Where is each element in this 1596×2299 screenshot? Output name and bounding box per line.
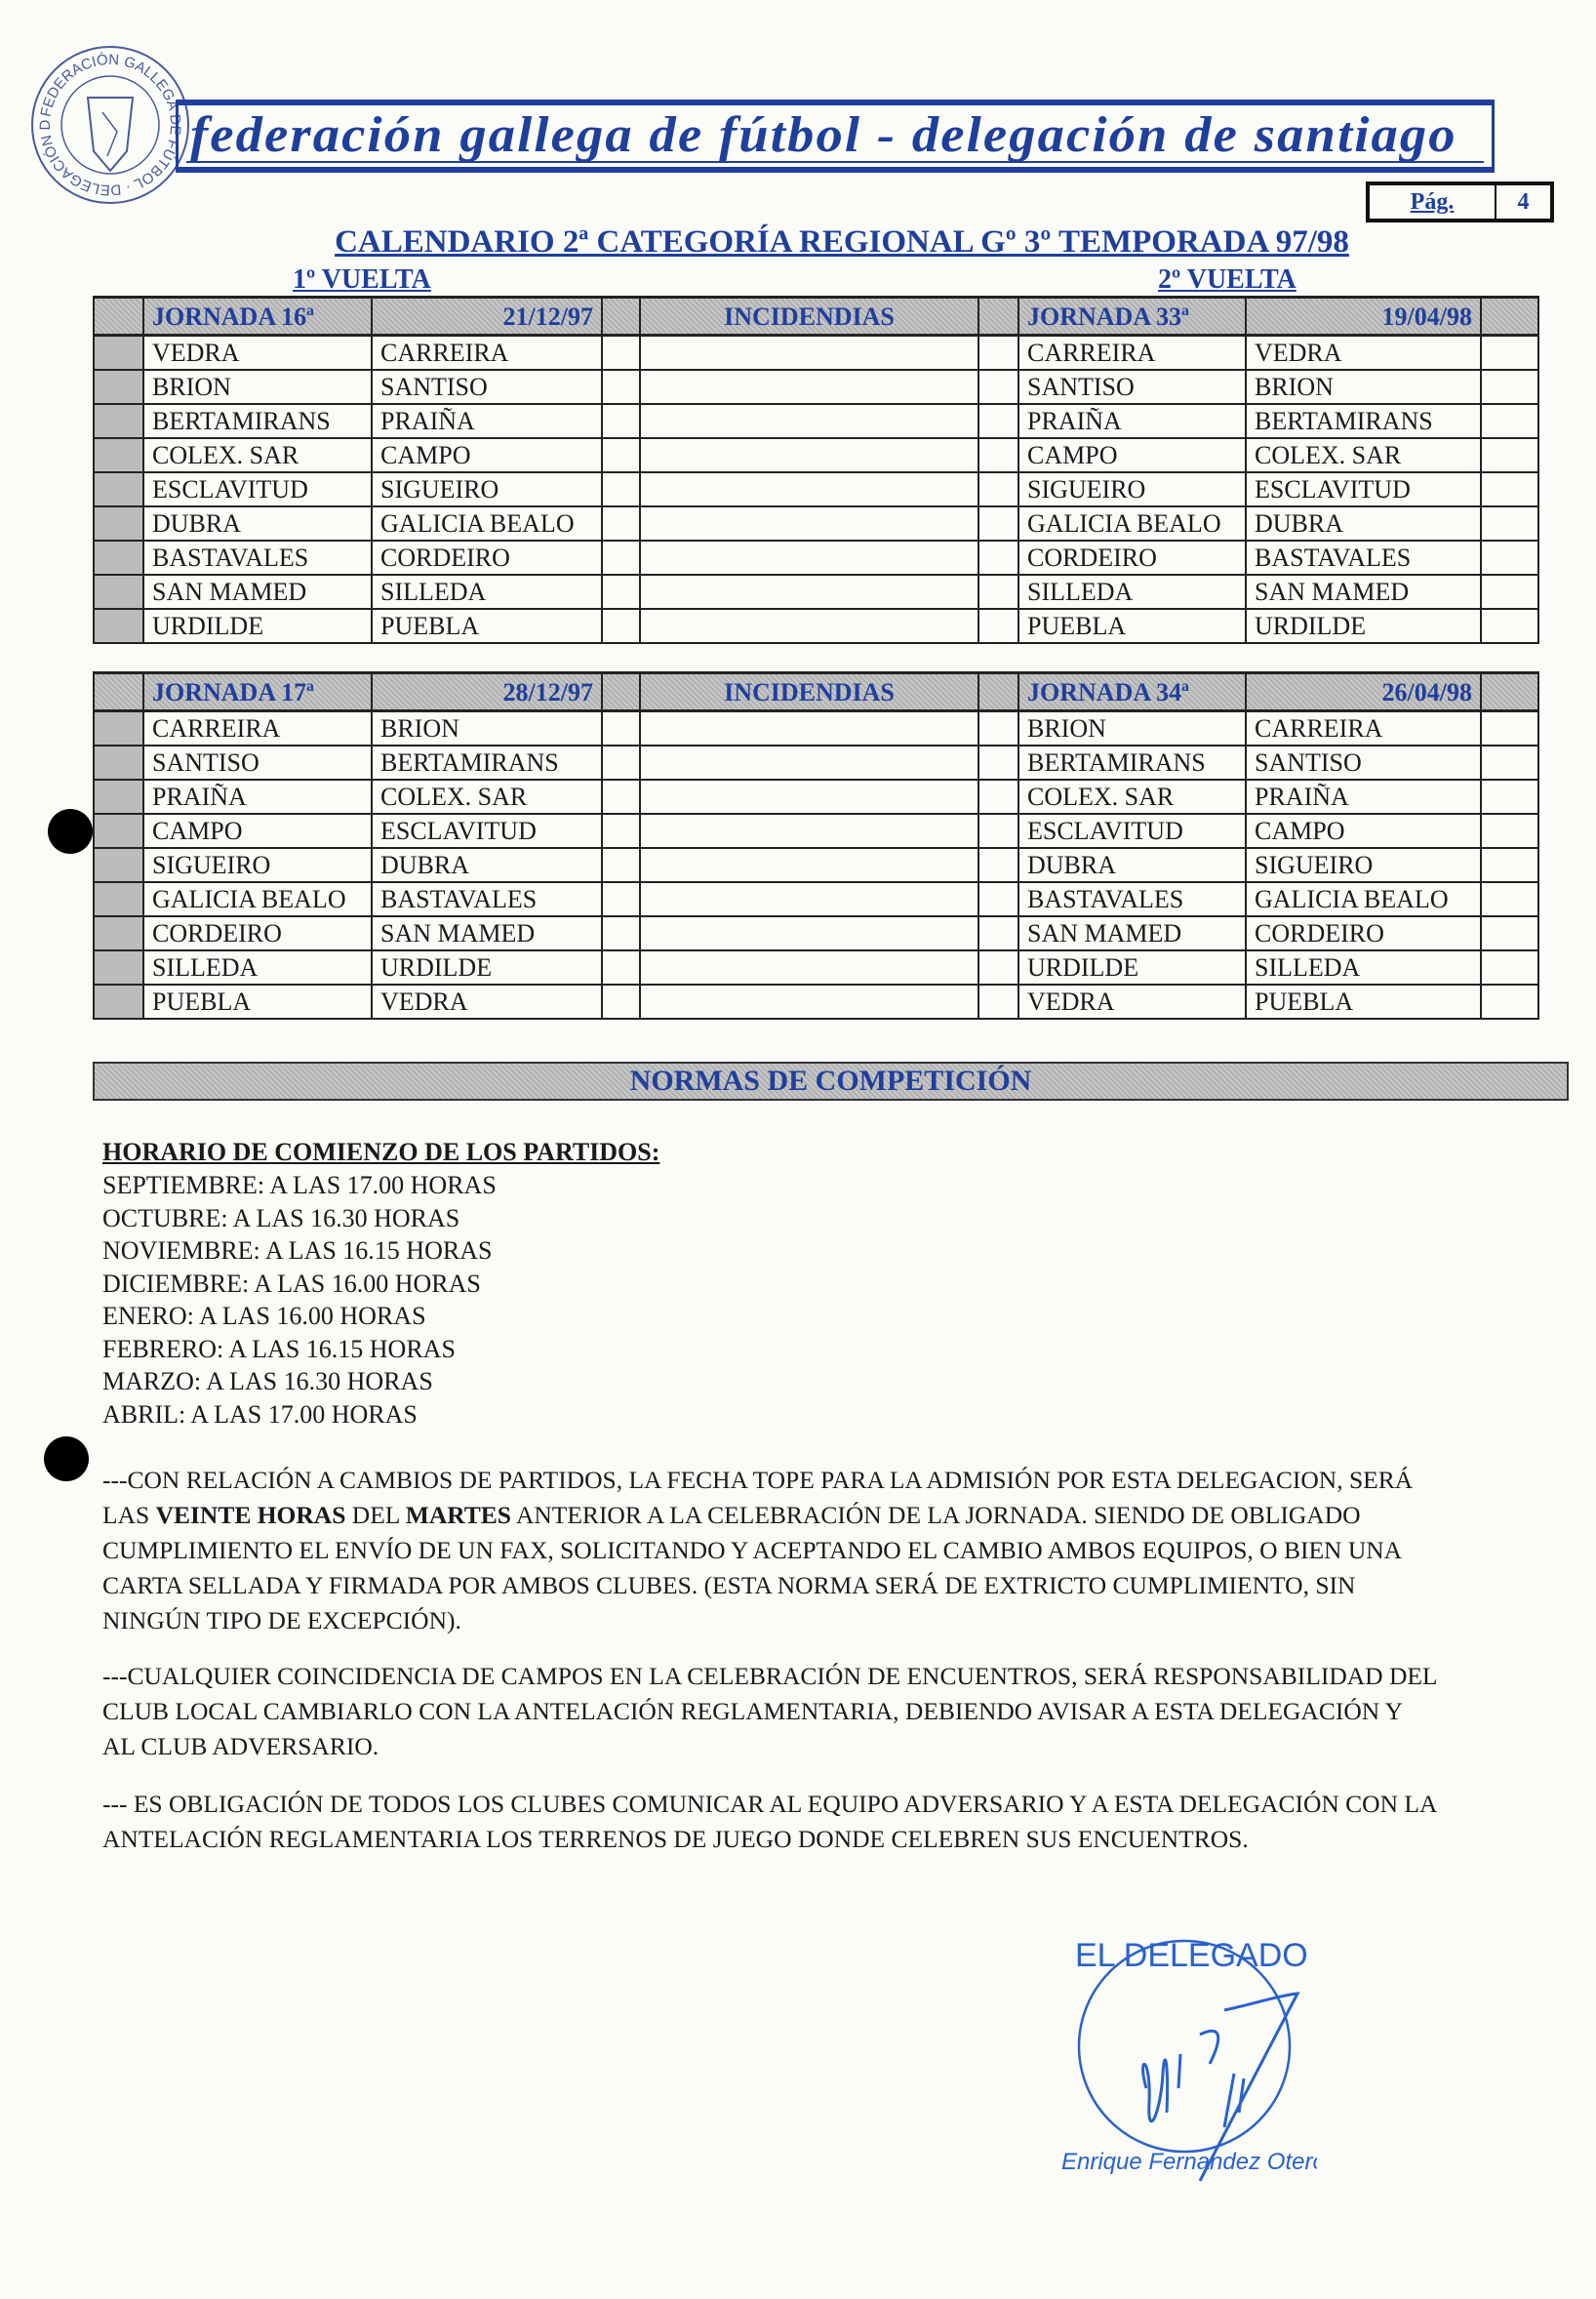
table-row — [94, 814, 1538, 848]
away-team-2: ESCLAVITUD — [1246, 472, 1481, 506]
spacer-cell — [978, 472, 1018, 506]
spacer-cell — [602, 711, 640, 746]
table-row — [94, 780, 1538, 814]
spacer-cell — [1481, 472, 1538, 506]
jornada-1-label: JORNADA 16ª — [143, 298, 372, 336]
home-team-2: ESCLAVITUD — [1018, 814, 1246, 848]
text-span: LAS — [102, 1501, 156, 1529]
jornada-2-label: JORNADA 33ª — [1018, 298, 1246, 336]
table-row — [94, 575, 1538, 609]
horario-line: MARZO: A LAS 16.30 HORAS — [102, 1367, 433, 1395]
away-team-1: ESCLAVITUD — [372, 814, 602, 848]
table-row — [94, 438, 1538, 472]
row-marker-cell — [94, 404, 143, 438]
away-team-2: BRION — [1246, 370, 1481, 404]
home-team-2: BASTAVALES — [1018, 882, 1246, 916]
incidencias-header: INCIDENDIAS — [640, 298, 978, 336]
away-team-2: SIGUEIRO — [1246, 848, 1481, 882]
table-row — [94, 882, 1538, 916]
incidencias-cell — [640, 506, 978, 541]
away-team-2: GALICIA BEALO — [1246, 882, 1481, 916]
horario-line: NOVIEMBRE: A LAS 16.15 HORAS — [102, 1236, 493, 1265]
table-row — [94, 336, 1538, 371]
away-team-2: SANTISO — [1246, 746, 1481, 780]
spacer-cell — [978, 746, 1018, 780]
row-marker-cell — [94, 711, 143, 746]
spacer-cell — [978, 336, 1018, 371]
home-team-1: URDILDE — [143, 609, 372, 643]
signature-name: Enrique Fernandez Otero — [1061, 2149, 1317, 2175]
spacer-cell — [602, 985, 640, 1019]
incidencias-cell — [640, 746, 978, 780]
away-team-1: SANTISO — [372, 370, 602, 404]
header-spacer-cell — [978, 298, 1018, 336]
spacer-cell — [1481, 711, 1538, 746]
incidencias-cell — [640, 609, 978, 643]
row-marker-cell — [94, 814, 143, 848]
home-team-1: DUBRA — [143, 506, 372, 541]
spacer-cell — [1481, 916, 1538, 950]
spacer-cell — [602, 404, 640, 438]
incidencias-cell — [640, 882, 978, 916]
paragraph-line: AL CLUB ADVERSARIO. — [102, 1732, 379, 1760]
incidencias-cell — [640, 370, 978, 404]
table-row — [94, 609, 1538, 643]
spacer-cell — [978, 916, 1018, 950]
horario-line: ABRIL: A LAS 17.00 HORAS — [102, 1399, 418, 1429]
header-spacer-cell — [1481, 298, 1538, 336]
rule-paragraph-2 — [102, 1659, 1569, 1764]
incidencias-cell — [640, 336, 978, 371]
home-team-2: CAMPO — [1018, 438, 1246, 472]
home-team-2: DUBRA — [1018, 848, 1246, 882]
fixture-table — [93, 296, 1539, 644]
spacer-cell — [1481, 575, 1538, 609]
spacer-cell — [1481, 506, 1538, 541]
home-team-2: CORDEIRO — [1018, 541, 1246, 575]
paragraph-line: CLUB LOCAL CAMBIARLO CON LA ANTELACIÓN REGLAMENTARIA, DEBIENDO AVISAR A ESTA DELEGACIÓN Y — [102, 1697, 1404, 1725]
punch-hole — [48, 809, 93, 854]
away-team-1: PRAIÑA — [372, 404, 602, 438]
header-spacer-cell — [602, 673, 640, 711]
away-team-2: BERTAMIRANS — [1246, 404, 1481, 438]
delegate-signature — [1054, 1917, 1317, 2200]
incidencias-cell — [640, 780, 978, 814]
spacer-cell — [602, 848, 640, 882]
page-indicator — [1366, 182, 1554, 222]
home-team-2: BRION — [1018, 711, 1246, 746]
table-row — [94, 985, 1538, 1019]
vuelta-2-label: 2º VUELTA — [1158, 264, 1297, 295]
home-team-1: PRAIÑA — [143, 780, 372, 814]
row-marker-cell — [94, 950, 143, 985]
horario-line: DICIEMBRE: A LAS 16.00 HORAS — [102, 1269, 481, 1298]
spacer-cell — [602, 780, 640, 814]
row-marker-cell — [94, 506, 143, 541]
spacer-cell — [978, 541, 1018, 575]
home-team-1: ESCLAVITUD — [143, 472, 372, 506]
away-team-1: SAN MAMED — [372, 916, 602, 950]
home-team-1: COLEX. SAR — [143, 438, 372, 472]
row-marker-cell — [94, 472, 143, 506]
incidencias-cell — [640, 814, 978, 848]
spacer-cell — [978, 506, 1018, 541]
home-team-1: PUEBLA — [143, 985, 372, 1019]
date-1: 21/12/97 — [372, 298, 602, 336]
incidencias-cell — [640, 848, 978, 882]
date-1: 28/12/97 — [372, 673, 602, 711]
home-team-2: BERTAMIRANS — [1018, 746, 1246, 780]
home-team-1: SAN MAMED — [143, 575, 372, 609]
date-2: 26/04/98 — [1246, 673, 1481, 711]
spacer-cell — [602, 575, 640, 609]
horario-line: OCTUBRE: A LAS 16.30 HORAS — [102, 1203, 460, 1232]
incidencias-cell — [640, 950, 978, 985]
away-team-1: BASTAVALES — [372, 882, 602, 916]
table-row — [94, 506, 1538, 541]
header-spacer-cell — [94, 298, 143, 336]
horario-line: ENERO: A LAS 16.00 HORAS — [102, 1302, 426, 1330]
incidencias-cell — [640, 711, 978, 746]
away-team-1: BERTAMIRANS — [372, 746, 602, 780]
spacer-cell — [978, 404, 1018, 438]
home-team-1: SANTISO — [143, 746, 372, 780]
incidencias-cell — [640, 438, 978, 472]
home-team-2: CARREIRA — [1018, 336, 1246, 371]
table-row — [94, 916, 1538, 950]
paragraph-line: NINGÚN TIPO DE EXCEPCIÓN). — [102, 1606, 461, 1634]
horario-title: HORARIO DE COMIENZO DE LOS PARTIDOS: — [102, 1138, 660, 1166]
away-team-2: VEDRA — [1246, 336, 1481, 371]
home-team-2: VEDRA — [1018, 985, 1246, 1019]
spacer-cell — [602, 472, 640, 506]
home-team-1: VEDRA — [143, 336, 372, 371]
spacer-cell — [978, 711, 1018, 746]
away-team-2: PUEBLA — [1246, 985, 1481, 1019]
spacer-cell — [1481, 746, 1538, 780]
paragraph-line: CARTA SELLADA Y FIRMADA POR AMBOS CLUBES. (ESTA NORMA SERÁ DE EXTRICTO CUMPLIMIENTO, SIN — [102, 1571, 1356, 1599]
row-marker-cell — [94, 848, 143, 882]
away-team-1: CAMPO — [372, 438, 602, 472]
paragraph-line — [102, 1498, 1569, 1533]
text-span: ANTERIOR A LA CELEBRACIÓN DE LA JORNADA. SIENDO DE OBLIGADO — [510, 1501, 1361, 1529]
home-team-2: COLEX. SAR — [1018, 780, 1246, 814]
table-row — [94, 404, 1538, 438]
bold-text: MARTES — [405, 1501, 511, 1529]
horario-line: SEPTIEMBRE: A LAS 17.00 HORAS — [102, 1171, 497, 1199]
row-marker-cell — [94, 985, 143, 1019]
paragraph-line: --- ES OBLIGACIÓN DE TODOS LOS CLUBES COMUNICAR AL EQUIPO ADVERSARIO Y A ESTA DELEGACIÓN CON LA — [102, 1790, 1438, 1818]
row-marker-cell — [94, 541, 143, 575]
row-marker-cell — [94, 609, 143, 643]
spacer-cell — [602, 438, 640, 472]
punch-hole — [44, 1436, 89, 1481]
table-row — [94, 370, 1538, 404]
header-spacer-cell — [1481, 673, 1538, 711]
table-row — [94, 746, 1538, 780]
normas-heading: NORMAS DE COMPETICIÓN — [93, 1062, 1569, 1101]
spacer-cell — [602, 882, 640, 916]
away-team-2: CAMPO — [1246, 814, 1481, 848]
signature-title: EL DELEGADO — [1075, 1937, 1308, 1974]
away-team-1: DUBRA — [372, 848, 602, 882]
home-team-2: URDILDE — [1018, 950, 1246, 985]
table-row — [94, 950, 1538, 985]
spacer-cell — [1481, 814, 1538, 848]
away-team-1: SIGUEIRO — [372, 472, 602, 506]
home-team-2: SANTISO — [1018, 370, 1246, 404]
spacer-cell — [978, 882, 1018, 916]
spacer-cell — [602, 950, 640, 985]
spacer-cell — [1481, 404, 1538, 438]
jornada-1-label: JORNADA 17ª — [143, 673, 372, 711]
spacer-cell — [1481, 780, 1538, 814]
spacer-cell — [978, 438, 1018, 472]
text-span: DEL — [345, 1501, 406, 1529]
spacer-cell — [1481, 541, 1538, 575]
federation-stamp — [29, 44, 191, 206]
header-spacer-cell — [94, 673, 143, 711]
away-team-1: PUEBLA — [372, 609, 602, 643]
header-spacer-cell — [602, 298, 640, 336]
spacer-cell — [1481, 609, 1538, 643]
spacer-cell — [602, 916, 640, 950]
spacer-cell — [978, 950, 1018, 985]
row-marker-cell — [94, 370, 143, 404]
spacer-cell — [602, 506, 640, 541]
incidencias-cell — [640, 575, 978, 609]
row-marker-cell — [94, 575, 143, 609]
vuelta-1-label: 1º VUELTA — [293, 264, 431, 295]
table-header-row — [94, 298, 1538, 336]
incidencias-cell — [640, 541, 978, 575]
incidencias-cell — [640, 472, 978, 506]
away-team-1: BRION — [372, 711, 602, 746]
away-team-2: BASTAVALES — [1246, 541, 1481, 575]
page-number: 4 — [1517, 189, 1530, 215]
table-row — [94, 472, 1538, 506]
home-team-2: SILLEDA — [1018, 575, 1246, 609]
header-spacer-cell — [978, 673, 1018, 711]
home-team-1: CAMPO — [143, 814, 372, 848]
spacer-cell — [1481, 438, 1538, 472]
spacer-cell — [602, 609, 640, 643]
home-team-1: BRION — [143, 370, 372, 404]
home-team-1: CORDEIRO — [143, 916, 372, 950]
fixture-table — [93, 671, 1539, 1020]
paragraph-line: ANTELACIÓN REGLAMENTARIA LOS TERRENOS DE JUEGO DONDE CELEBREN SUS ENCUENTROS. — [102, 1825, 1249, 1853]
spacer-cell — [1481, 848, 1538, 882]
date-2: 19/04/98 — [1246, 298, 1481, 336]
svg-text:FEDERACIÓN GALLEGA DE FÚTBOL ·: FEDERACIÓN GALLEGA DE FÚTBOL · DELEGACIÓN D — [36, 51, 184, 199]
table-header-row — [94, 673, 1538, 711]
away-team-1: CORDEIRO — [372, 541, 602, 575]
away-team-1: VEDRA — [372, 985, 602, 1019]
paragraph-line: ---CUALQUIER COINCIDENCIA DE CAMPOS EN LA CELEBRACIÓN DE ENCUENTROS, SERÁ RESPONSABILIDAD DEL — [102, 1662, 1438, 1690]
spacer-cell — [602, 541, 640, 575]
spacer-cell — [978, 370, 1018, 404]
paragraph-line: ---CON RELACIÓN A CAMBIOS DE PARTIDOS, LA FECHA TOPE PARA LA ADMISIÓN POR ESTA DELEGACION, SERÁ — [102, 1466, 1414, 1494]
spacer-cell — [602, 746, 640, 780]
away-team-1: GALICIA BEALO — [372, 506, 602, 541]
spacer-cell — [978, 575, 1018, 609]
incidencias-cell — [640, 916, 978, 950]
away-team-1: SILLEDA — [372, 575, 602, 609]
spacer-cell — [1481, 370, 1538, 404]
away-team-2: URDILDE — [1246, 609, 1481, 643]
spacer-cell — [1481, 336, 1538, 371]
away-team-2: DUBRA — [1246, 506, 1481, 541]
away-team-2: PRAIÑA — [1246, 780, 1481, 814]
spacer-cell — [978, 780, 1018, 814]
home-team-1: SILLEDA — [143, 950, 372, 985]
spacer-cell — [1481, 882, 1538, 916]
row-marker-cell — [94, 438, 143, 472]
spacer-cell — [602, 370, 640, 404]
spacer-cell — [1481, 985, 1538, 1019]
incidencias-cell — [640, 985, 978, 1019]
rule-paragraph-3 — [102, 1787, 1569, 1857]
banner-title: federación gallega de fútbol - delegación de santiago — [190, 107, 1457, 163]
home-team-2: PUEBLA — [1018, 609, 1246, 643]
away-team-2: COLEX. SAR — [1246, 438, 1481, 472]
away-team-1: COLEX. SAR — [372, 780, 602, 814]
table-row — [94, 848, 1538, 882]
home-team-1: SIGUEIRO — [143, 848, 372, 882]
row-marker-cell — [94, 882, 143, 916]
spacer-cell — [978, 985, 1018, 1019]
away-team-1: URDILDE — [372, 950, 602, 985]
row-marker-cell — [94, 746, 143, 780]
row-marker-cell — [94, 336, 143, 371]
document-title: CALENDARIO 2ª CATEGORÍA REGIONAL Gº 3º TEMPORADA 97/98 — [335, 224, 1349, 260]
away-team-2: CORDEIRO — [1246, 916, 1481, 950]
horario-section — [102, 1136, 659, 1431]
home-team-2: SAN MAMED — [1018, 916, 1246, 950]
paragraph-line: CUMPLIMIENTO EL ENVÍO DE UN FAX, SOLICITANDO Y ACEPTANDO EL CAMBIO AMBOS EQUIPOS, O BIEN UNA — [102, 1536, 1403, 1564]
home-team-2: GALICIA BEALO — [1018, 506, 1246, 541]
horario-line: FEBRERO: A LAS 16.15 HORAS — [102, 1334, 456, 1363]
away-team-1: CARREIRA — [372, 336, 602, 371]
spacer-cell — [602, 814, 640, 848]
table-row — [94, 541, 1538, 575]
page-label: Pág. — [1370, 185, 1496, 219]
home-team-1: BERTAMIRANS — [143, 404, 372, 438]
bold-text: VEINTE HORAS — [155, 1501, 346, 1529]
home-team-1: GALICIA BEALO — [143, 882, 372, 916]
away-team-2: SILLEDA — [1246, 950, 1481, 985]
away-team-2: CARREIRA — [1246, 711, 1481, 746]
away-team-2: SAN MAMED — [1246, 575, 1481, 609]
spacer-cell — [978, 814, 1018, 848]
rule-paragraph-1 — [102, 1463, 1569, 1638]
spacer-cell — [602, 336, 640, 371]
home-team-2: SIGUEIRO — [1018, 472, 1246, 506]
incidencias-header: INCIDENDIAS — [640, 673, 978, 711]
incidencias-cell — [640, 404, 978, 438]
home-team-2: PRAIÑA — [1018, 404, 1246, 438]
home-team-1: CARREIRA — [143, 711, 372, 746]
spacer-cell — [1481, 950, 1538, 985]
row-marker-cell — [94, 916, 143, 950]
jornada-2-label: JORNADA 34ª — [1018, 673, 1246, 711]
row-marker-cell — [94, 780, 143, 814]
spacer-cell — [978, 848, 1018, 882]
home-team-1: BASTAVALES — [143, 541, 372, 575]
spacer-cell — [978, 609, 1018, 643]
table-row — [94, 711, 1538, 746]
